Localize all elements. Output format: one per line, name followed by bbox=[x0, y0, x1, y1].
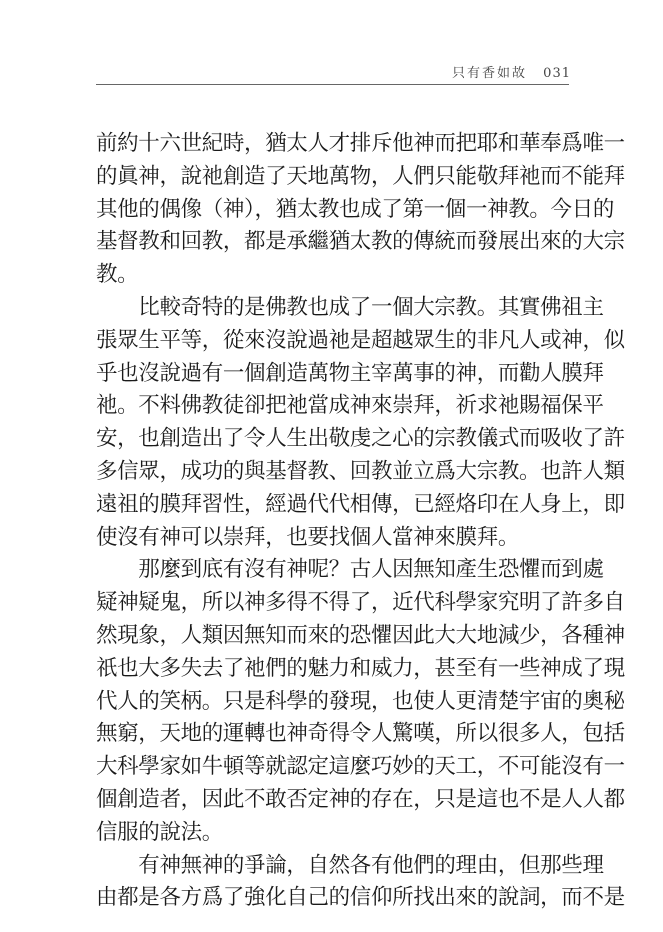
text-line: 基督教和回教，都是承繼猶太教的傳統而發展出來的大宗 bbox=[96, 229, 625, 255]
text-line: 其他的偶像（神），猶太教也成了第一個一神教。今日的 bbox=[96, 196, 615, 222]
text-line: 張眾生平等，從來沒說過祂是超越眾生的非凡人或神，似 bbox=[96, 327, 625, 353]
text-line: 遠祖的膜拜習性，經過代代相傳，已經烙印在人身上，即 bbox=[96, 491, 625, 517]
text-line: 安，也創造出了令人生出敬虔之心的宗教儀式而吸收了許 bbox=[96, 426, 625, 452]
text-line: 代人的笑柄。只是科學的發現，也使人更清楚宇宙的奧秘 bbox=[96, 688, 625, 714]
text-line: 個創造者，因此不敢否定神的存在，只是這也不是人人都 bbox=[96, 786, 625, 812]
text-line: 大科學家如牛頓等就認定這麼巧妙的天工，不可能沒有一 bbox=[96, 754, 625, 780]
text-line: 比較奇特的是佛教也成了一個大宗教。其實佛祖主 bbox=[96, 294, 604, 320]
text-line: 多信眾，成功的與基督教、回教並立爲大宗教。也許人類 bbox=[96, 458, 625, 484]
running-header-title: 只有香如故 bbox=[452, 66, 528, 81]
text-line: 的眞神，說祂創造了天地萬物，人們只能敬拜祂而不能拜 bbox=[96, 163, 625, 189]
text-line: 疑神疑鬼，所以神多得不得了，近代科學家究明了許多自 bbox=[96, 590, 625, 616]
text-line: 前約十六世紀時，猶太人才排斥他神而把耶和華奉爲唯一 bbox=[96, 131, 625, 156]
text-line: 祇也大多失去了祂們的魅力和威力，甚至有一些神成了現 bbox=[96, 655, 625, 681]
text-line: 有神無神的爭論，自然各有他們的理由，但那些理 bbox=[96, 852, 604, 878]
text-line: 祂。不料佛教徒卻把祂當成神來崇拜，祈求祂賜福保平 bbox=[96, 393, 604, 419]
text-line: 乎也沒說過有一個創造萬物主宰萬事的神，而勸人膜拜 bbox=[96, 360, 604, 386]
text-line: 信服的說法。 bbox=[96, 819, 223, 845]
text-line: 然現象，人類因無知而來的恐懼因此大大地減少，各種神 bbox=[96, 622, 625, 648]
text-line: 那麼到底有沒有神呢？古人因無知產生恐懼而到處 bbox=[96, 557, 604, 583]
text-line: 教。 bbox=[96, 262, 139, 288]
text-line: 使沒有神可以崇拜，也要找個人當神來膜拜。 bbox=[96, 524, 520, 550]
text-line: 無窮，天地的運轉也神奇得令人驚嘆，所以很多人，包括 bbox=[96, 721, 625, 747]
body-text bbox=[96, 128, 625, 915]
header-divider bbox=[96, 84, 569, 85]
running-header bbox=[452, 62, 571, 81]
text-line: 由都是各方爲了強化自己的信仰所找出來的說詞，而不是 bbox=[96, 885, 625, 911]
page-number: 031 bbox=[543, 66, 571, 81]
